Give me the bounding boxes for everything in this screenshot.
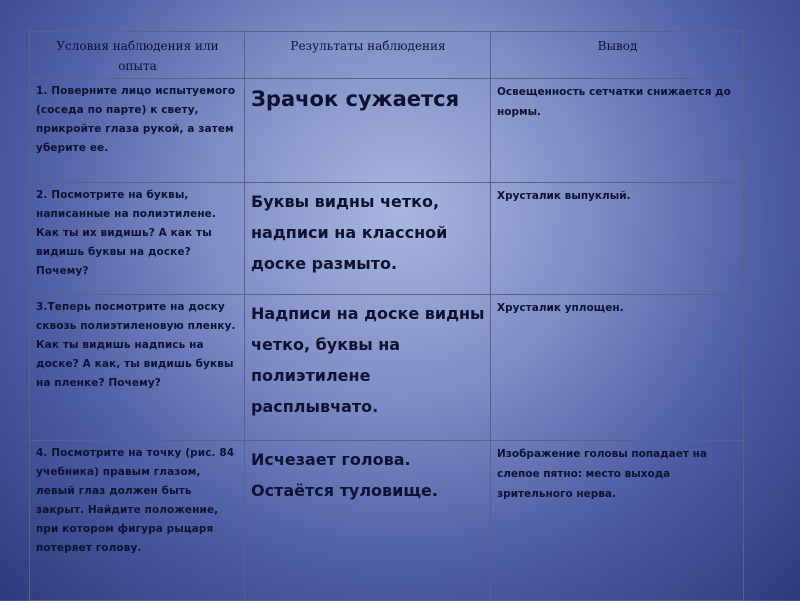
table-row xyxy=(30,79,744,183)
condition-cell: 4. Посмотрите на точку (рис. 84 учебника) правым глазом, левый глаз должен быть закрыт. Найдите положение, при котором фигура рыцаря потеряет голову. xyxy=(30,441,245,601)
condition-cell: 1. Поверните лицо испытуемого (соседа по парте) к свету, прикройте глаза рукой, а затем уберите ее. xyxy=(30,79,245,183)
conclusion-cell: Освещенность сетчатки снижается до нормы. xyxy=(491,79,744,183)
conclusion-cell: Изображение головы попадает на слепое пятно: место выхода зрительного нерва. xyxy=(491,441,744,601)
header-conclusion: Вывод xyxy=(491,32,744,79)
result-cell: Надписи на доске видны четко, буквы на полиэтилене расплывчато. xyxy=(245,295,491,441)
result-cell: Зрачок сужается xyxy=(245,79,491,183)
header-results: Результаты наблюдения xyxy=(245,32,491,79)
observation-table xyxy=(29,31,744,601)
table-header-row xyxy=(30,32,744,79)
table-row xyxy=(30,183,744,295)
conclusion-cell: Хрусталик выпуклый. xyxy=(491,183,744,295)
table-row xyxy=(30,295,744,441)
table-row xyxy=(30,441,744,601)
conclusion-cell: Хрусталик уплощен. xyxy=(491,295,744,441)
condition-cell: 3.Теперь посмотрите на доску сквозь полиэтиленовую пленку. Как ты видишь надпись на доске? А как, ты видишь буквы на пленке? Почему? xyxy=(30,295,245,441)
header-conditions: Условия наблюдения или опыта xyxy=(30,32,245,79)
result-cell: Буквы видны четко, надписи на классной доске размыто. xyxy=(245,183,491,295)
condition-cell: 2. Посмотрите на буквы, написанные на полиэтилене. Как ты их видишь? А как ты видишь буквы на доске? Почему? xyxy=(30,183,245,295)
result-cell: Исчезает голова. Остаётся туловище. xyxy=(245,441,491,601)
